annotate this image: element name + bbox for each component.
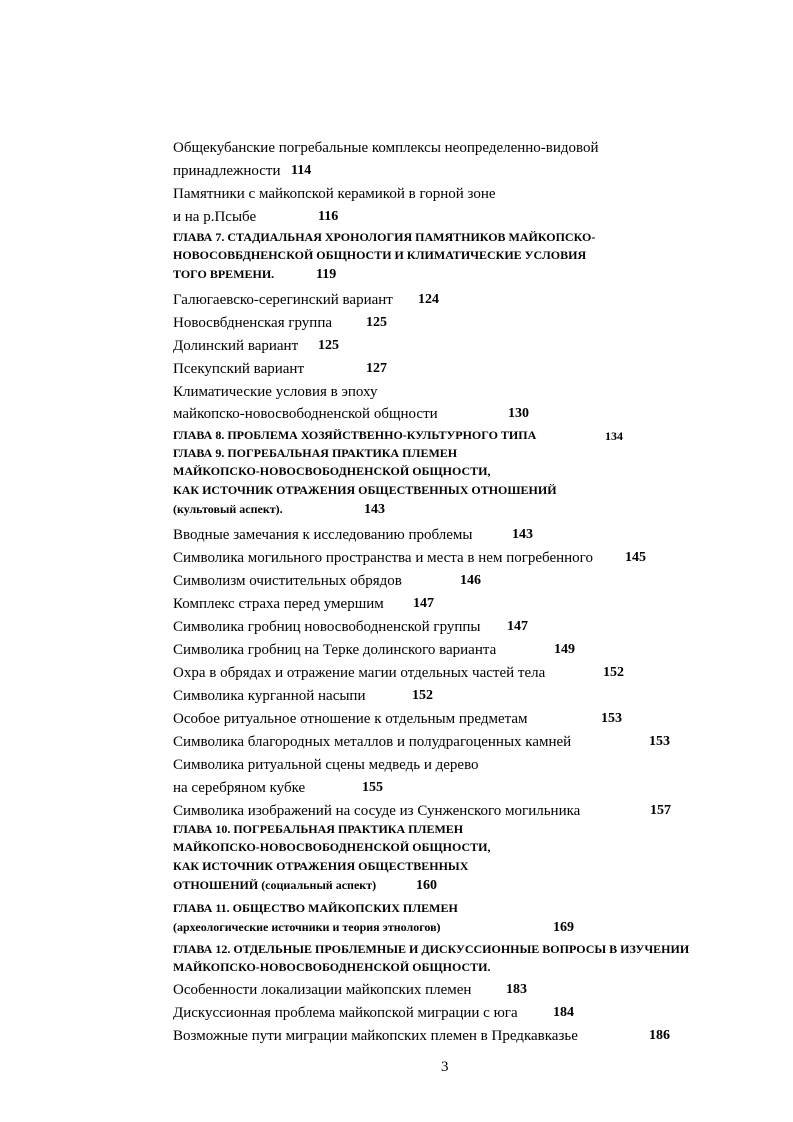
toc-heading-line	[173, 920, 441, 935]
toc-heading-line	[173, 822, 463, 837]
toc-entry-title: Памятники с майкопской керамикой в горной зоне	[173, 186, 496, 202]
toc-entry-line	[173, 733, 571, 751]
toc-entry-line	[173, 139, 599, 157]
toc-entry-title: ГЛАВА 8. ПРОБЛЕМА ХОЗЯЙСТВЕННО-КУЛЬТУРНОГО ТИПА	[173, 428, 537, 442]
toc-page-number: 147	[507, 619, 528, 634]
toc-entry-title: Возможные пути миграции майкопских племен в Предкавказье	[173, 1028, 578, 1044]
toc-entry-title: Символика гробниц на Терке долинского варианта	[173, 642, 497, 658]
toc-entry-title: (археологические источники и теория этнологов)	[173, 920, 441, 934]
toc-entry-title: Символика изображений на сосуде из Сунженского могильника	[173, 803, 581, 819]
toc-entry-title: Новосвбдненская группа	[173, 315, 333, 331]
toc-page-number: 186	[649, 1028, 670, 1043]
toc-entry-title: Псекупский вариант	[173, 361, 304, 377]
toc-entry-line	[173, 1027, 578, 1045]
toc-page-number: 153	[601, 711, 622, 726]
toc-entry-title: МАЙКОПСКО-НОВОСВОБОДНЕНСКОЙ ОБЩНОСТИ,	[173, 840, 491, 854]
toc-heading-line	[173, 840, 490, 855]
toc-entry-title: Комплекс страха перед умершим	[173, 596, 384, 612]
toc-entry-line	[173, 291, 393, 309]
toc-page-number: 184	[553, 1005, 574, 1020]
toc-entry-title: Климатические условия в эпоху	[173, 384, 378, 400]
page-number: 3	[441, 1059, 449, 1075]
toc-entry-title: Долинский вариант	[173, 338, 299, 354]
toc-page-number: 145	[625, 550, 646, 565]
toc-entry-title: ГЛАВА 12. ОТДЕЛЬНЫЕ ПРОБЛЕМНЫЕ И ДИСКУССИОННЫЕ ВОПРОСЫ В ИЗУЧЕНИИ	[173, 942, 690, 956]
toc-entry-line	[173, 549, 593, 567]
toc-page-number: 149	[554, 642, 575, 657]
toc-heading-line	[173, 267, 274, 282]
toc-page-number: 153	[649, 734, 670, 749]
toc-page-number: 127	[366, 361, 387, 376]
toc-heading-line	[173, 960, 490, 975]
toc-page-number: 134	[605, 429, 623, 443]
toc-page-number: 130	[508, 406, 529, 421]
toc-heading-line	[173, 248, 586, 263]
toc-entry-line	[173, 162, 281, 180]
toc-page-number: 152	[603, 665, 624, 680]
toc-heading-line	[173, 901, 458, 916]
toc-entry-line	[173, 687, 365, 705]
toc-entry-line	[173, 572, 402, 590]
toc-entry-title: ГЛАВА 7. СТАДИАЛЬНАЯ ХРОНОЛОГИЯ ПАМЯТНИКОВ МАЙКОПСКО-	[173, 230, 596, 244]
toc-entry-title: на серебряном кубке	[173, 780, 306, 796]
toc-entry-line	[173, 208, 256, 226]
toc-entry-title: Особенности локализации майкопских племен	[173, 982, 472, 998]
toc-entry-title: ТОГО ВРЕМЕНИ.	[173, 267, 275, 281]
toc-entry-line	[173, 710, 528, 728]
toc-heading-line	[173, 502, 283, 517]
toc-entry-title: и на р.Псыбе	[173, 209, 257, 225]
toc-entry-line	[173, 641, 496, 659]
toc-entry-title: Символика гробниц новосвободненской группы	[173, 619, 481, 635]
toc-entry-title: Вводные замечания к исследованию проблемы	[173, 527, 473, 543]
toc-entry-title: Символика курганной насыпи	[173, 688, 366, 704]
toc-entry-line	[173, 779, 305, 797]
toc-page-number: 143	[512, 527, 533, 542]
toc-heading-line	[173, 483, 557, 498]
toc-page-number: 124	[418, 292, 439, 307]
toc-entry-line	[173, 802, 580, 820]
toc-entry-title: МАЙКОПСКО-НОВОСВОБОДНЕНСКОЙ ОБЩНОСТИ.	[173, 960, 491, 974]
toc-entry-title: ГЛАВА 11. ОБЩЕСТВО МАЙКОПСКИХ ПЛЕМЕН	[173, 901, 458, 915]
toc-entry-title: Особое ритуальное отношение к отдельным предметам	[173, 711, 528, 727]
toc-page-number: 125	[366, 315, 387, 330]
toc-page-number: 155	[362, 780, 383, 795]
toc-entry-title: МАЙКОПСКО-НОВОСВОБОДНЕНСКОЙ ОБЩНОСТИ,	[173, 464, 491, 478]
toc-entry-title: ОТНОШЕНИЙ (социальный аспект)	[173, 878, 377, 892]
toc-page-number: 183	[506, 982, 527, 997]
toc-entry-line	[173, 314, 332, 332]
toc-entry-line	[173, 664, 545, 682]
toc-page-number: 157	[650, 803, 671, 818]
toc-entry-line	[173, 360, 304, 378]
toc-heading-line	[173, 464, 490, 479]
toc-page-number: 152	[412, 688, 433, 703]
toc-heading-line	[173, 878, 376, 893]
toc-entry-line	[173, 981, 471, 999]
toc-entry-title: майкопско-новосвободненской общности	[173, 406, 438, 422]
toc-entry-title: (культовый аспект).	[173, 502, 283, 516]
toc-heading-line	[173, 942, 689, 957]
toc-entry-title: ГЛАВА 9. ПОГРЕБАЛЬНАЯ ПРАКТИКА ПЛЕМЕН	[173, 446, 458, 460]
toc-page-number: 114	[291, 163, 312, 178]
toc-page-number: 116	[318, 209, 339, 224]
toc-heading-line	[173, 446, 457, 461]
toc-entry-title: КАК ИСТОЧНИК ОТРАЖЕНИЯ ОБЩЕСТВЕННЫХ	[173, 859, 469, 873]
toc-entry-title: Галюгаевско-серегинский вариант	[173, 292, 393, 308]
toc-heading-line	[173, 859, 468, 874]
toc-entry-title: принадлежности	[173, 163, 281, 179]
toc-page-number: 147	[413, 596, 434, 611]
toc-entry-title: Символика ритуальной сцены медведь и дерево	[173, 757, 479, 773]
toc-entry-title: Символика благородных металлов и полудрагоценных камней	[173, 734, 572, 750]
toc-entry-line	[173, 595, 384, 613]
toc-entry-line	[173, 618, 481, 636]
toc-entry-title: КАК ИСТОЧНИК ОТРАЖЕНИЯ ОБЩЕСТВЕННЫХ ОТНОШЕНИЙ	[173, 483, 557, 497]
toc-entry-title: Дискуссионная проблема майкопской миграции с юга	[173, 1005, 518, 1021]
toc-page-number: 169	[553, 920, 574, 935]
toc-entry-line	[173, 383, 377, 401]
toc-page-number: 119	[316, 267, 337, 282]
toc-entry-line	[173, 756, 479, 774]
toc-entry-line	[173, 526, 472, 544]
toc-entry-title: Охра в обрядах и отражение магии отдельных частей тела	[173, 665, 546, 681]
toc-entry-line	[173, 405, 438, 423]
toc-entry-line	[173, 185, 496, 203]
toc-page-number: 146	[460, 573, 481, 588]
toc-entry-title: НОВОСОВБДНЕНСКОЙ ОБЩНОСТИ И КЛИМАТИЧЕСКИЕ УСЛОВИЯ	[173, 248, 587, 262]
toc-heading-line	[173, 428, 536, 443]
toc-page-number: 125	[318, 338, 339, 353]
toc-entry-title: ГЛАВА 10. ПОГРЕБАЛЬНАЯ ПРАКТИКА ПЛЕМЕН	[173, 822, 464, 836]
toc-entry-title: Общекубанские погребальные комплексы неопределенно-видовой	[173, 140, 599, 156]
toc-page-number: 160	[416, 878, 437, 893]
toc-heading-line	[173, 230, 595, 245]
toc-entry-line	[173, 337, 298, 355]
toc-entry-line	[173, 1004, 518, 1022]
toc-entry-title: Символика могильного пространства и места в нем погребенного	[173, 550, 593, 566]
toc-page-number: 143	[364, 502, 385, 517]
toc-entry-title: Символизм очистительных обрядов	[173, 573, 402, 589]
